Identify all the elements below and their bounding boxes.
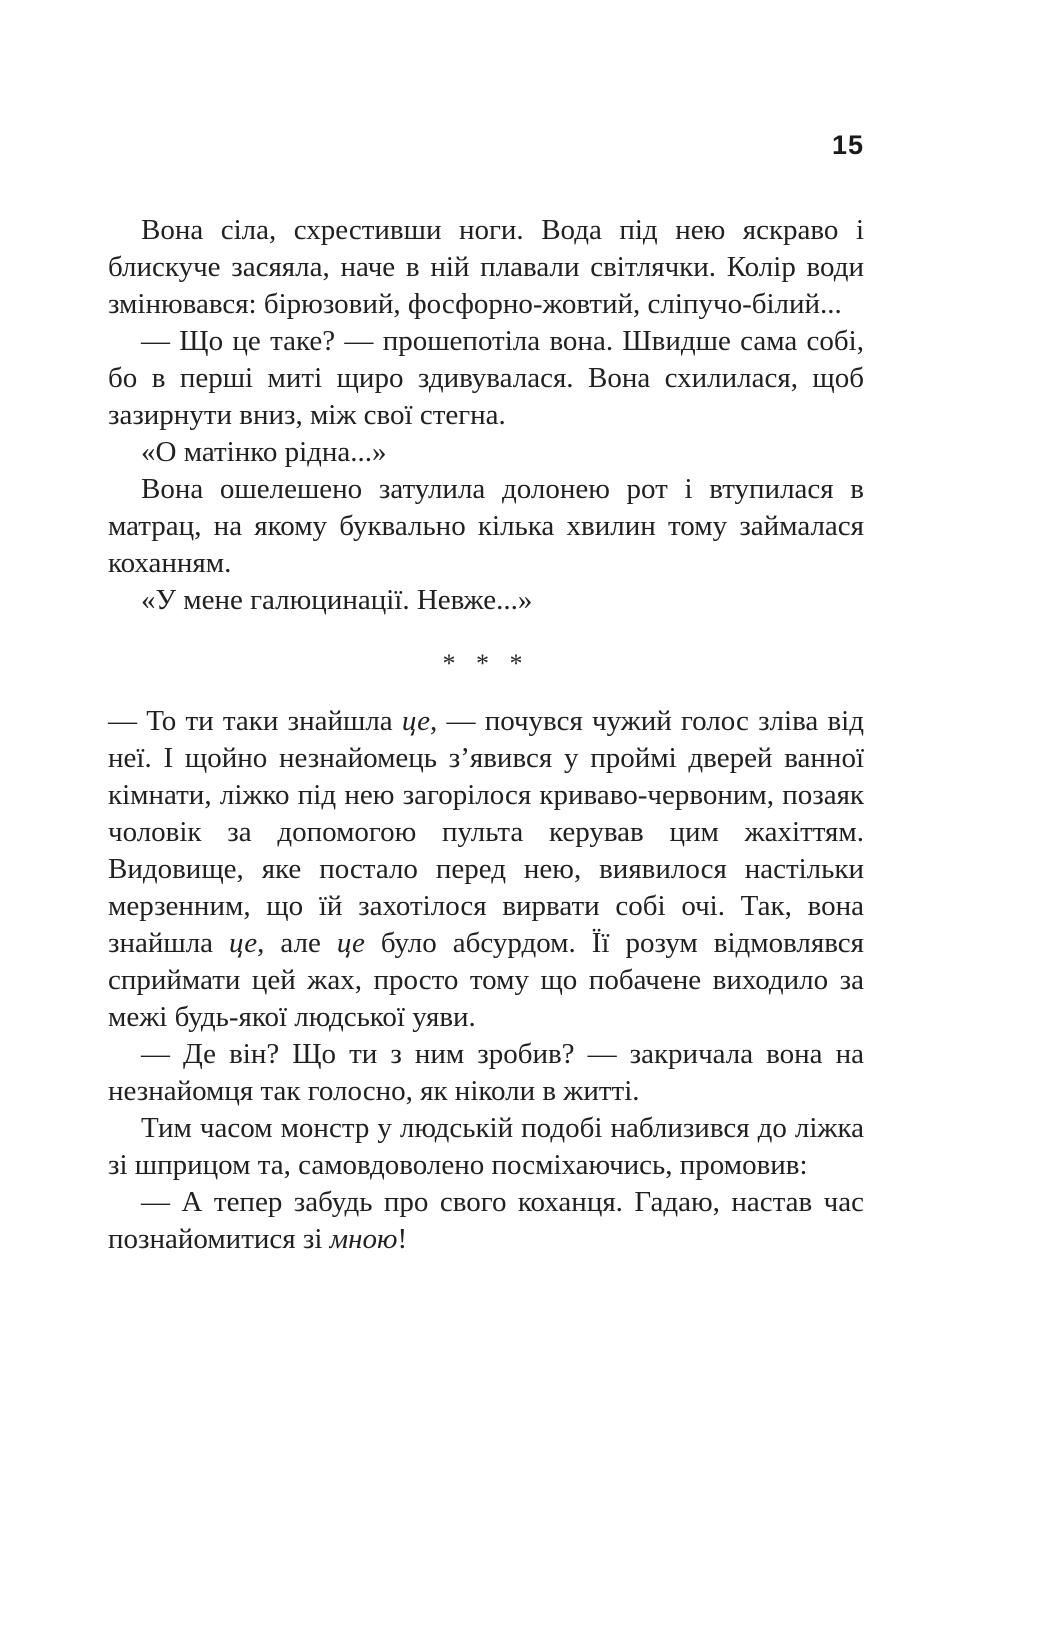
text-run: Вона ошелешено затулила долонею рот і втупилася в матрац, на якому буквально кілька хвилин тому займалася коханням. (108, 473, 864, 579)
italic-text-run: це (229, 927, 258, 959)
text-run: — То ти таки знайшла (108, 705, 402, 737)
paragraph (108, 212, 864, 323)
paragraph (108, 323, 864, 434)
paragraph (108, 1110, 864, 1184)
italic-text-run: це (401, 705, 430, 737)
italic-text-run: це (336, 927, 365, 959)
italic-text-run: мною (329, 1223, 398, 1255)
text-run: «У мене галюцинації. Невже...» (141, 584, 533, 616)
text-run: Тим часом монстр у людській подобі наблизився до ліжка зі шприцом та, самовдоволено посміхаючись, промовив: (108, 1112, 864, 1181)
text-run: «О матінко рідна...» (141, 436, 387, 468)
paragraph (108, 703, 864, 1036)
paragraph (108, 582, 864, 619)
text-run: , — почувся чужий голос зліва від неї. І щойно незнайомець з’явився у проймі дверей ванної кімнати, ліжко під нею загорілося криваво-червоним, позаяк чоловік за допомогою пульта керував цим жахіттям. Видовище, яке постало перед нею, виявилося настільки мерзенним, що їй захотілося вирвати собі очі. Так, вона знайшла (108, 705, 864, 959)
paragraph (108, 434, 864, 471)
text-run: — Де він? Що ти з ним зробив? — закричала вона на незнайомця так голосно, як ніколи в житті. (108, 1038, 864, 1107)
text-run: — Що це таке? — прошепотіла вона. Швидше сама собі, бо в перші миті щиро здивувалася. Вона схилилася, щоб зазирнути вниз, між свої стегна. (108, 325, 864, 431)
text-run: було абсурдом. Її розум відмовлявся сприймати цей жах, просто тому що побачене виходило за межі будь-якої людської уяви. (108, 927, 864, 1033)
text-run: , але (257, 927, 337, 959)
page-number: 15 (831, 130, 864, 160)
paragraph (108, 1184, 864, 1258)
text-run: ! (397, 1223, 408, 1255)
section-separator: * * * (442, 649, 530, 678)
paragraph (108, 471, 864, 582)
text-run: — А тепер забудь про свого коханця. Гадаю, настав час познайомитися зі (108, 1186, 864, 1255)
text-run: Вона сіла, схрестивши ноги. Вода під нею яскраво і блискуче засяяла, наче в ній плавали світлячки. Колір води змінювався: бірюзовий, фосфорно-жовтий, сліпучо-білий... (108, 214, 864, 320)
paragraph (108, 1036, 864, 1110)
page-body (108, 212, 864, 1258)
